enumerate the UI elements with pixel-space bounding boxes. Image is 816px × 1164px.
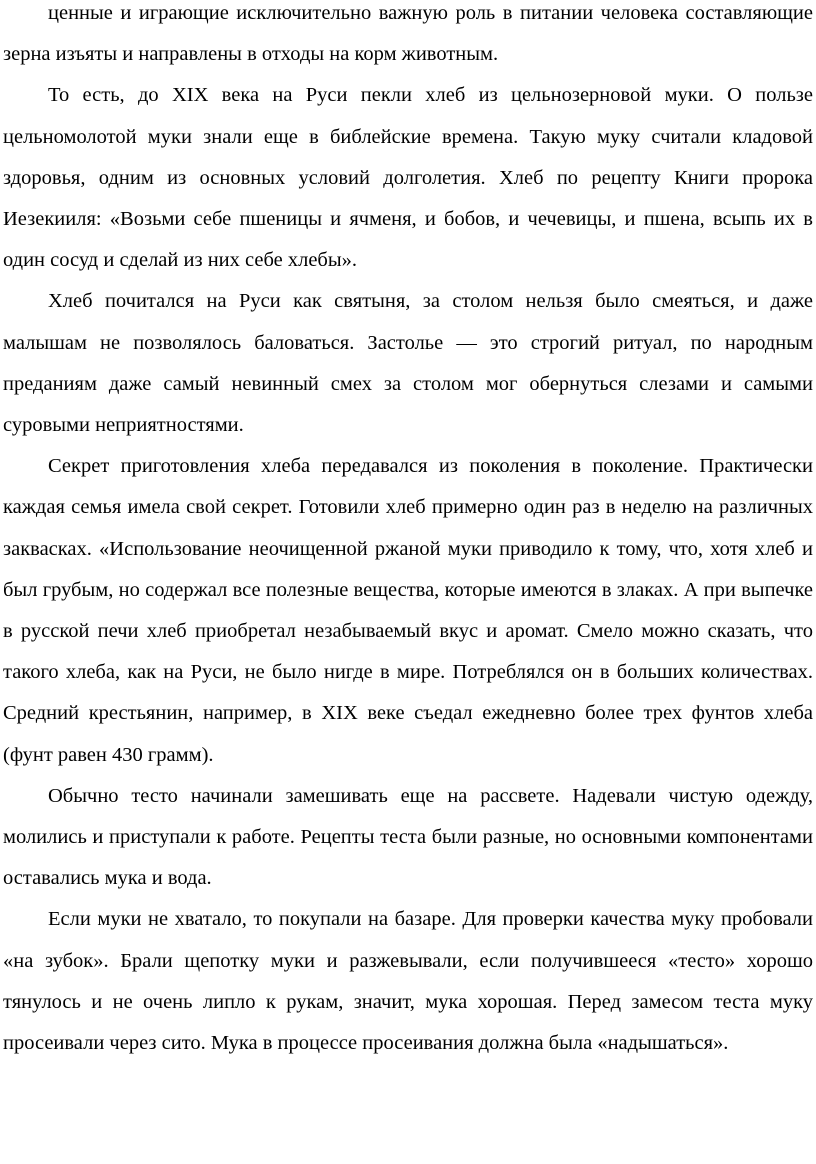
paragraph-baking-secret: Секрет приготовления хлеба передавался из поколения в поколение. Практически каждая семья имела свой секрет. Готовили хлеб примерно один раз в неделю на различных заквасках. «Использование неочищенной ржаной муки приводило к тому, что, хотя хлеб и был грубым, но содержал все полезные вещества, которые имеются в злаках. А при выпечке в русской печи хлеб приобретал незабываемый вкус и аромат. Смело можно сказать, что такого хлеба, как на Руси, не было нигде в мире. Потреблялся он в больших количествах. Средний крестьянин, например, в XIX веке съедал ежедневно более трех фунтов хлеба (фунт равен 430 грамм). — [3, 455, 813, 766]
paragraph-wholegrain-flour: То есть, до XIX века на Руси пекли хлеб из цельнозерновой муки. О пользе цельномолотой муки знали еще в библейские времена. Такую муку считали кладовой здоровья, одним из основных условий долголетия. Хлеб по рецепту Книги пророка Иезекииля: «Возьми себе пшеницы и ячменя, и бобов, и чечевицы, и пшена, всыпь их в один сосуд и сделай из них себе хлебы». — [3, 84, 813, 272]
paragraph-kneading-dough: Обычно тесто начинали замешивать еще на рассвете. Надевали чистую одежду, молились и приступали к работе. Рецепты теста были разные, но основными компонентами оставались мука и вода. — [3, 784, 813, 890]
paragraph-continuation: ценные и играющие исключительно важную роль в питании человека составляющие зерна изъяты и направлены в отходы на корм животным. — [3, 2, 813, 66]
paragraph-bread-as-shrine: Хлеб почитался на Руси как святыня, за столом нельзя было смеяться, и даже малышам не позволялось баловаться. Застолье — это строгий ритуал, по народным преданиям даже самый невинный смех за столом мог обернуться слезами и самыми суровыми неприятностями. — [3, 290, 813, 437]
paragraph-flour-quality: Если муки не хватало, то покупали на базаре. Для проверки качества муку пробовали «на зубок». Брали щепотку муки и разжевывали, если получившееся «тесто» хорошо тянулось и не очень липло к рукам, значит, мука хорошая. Перед замесом теста муку просеивали через сито. Мука в процессе просеивания должна была «надышаться». — [3, 908, 813, 1055]
